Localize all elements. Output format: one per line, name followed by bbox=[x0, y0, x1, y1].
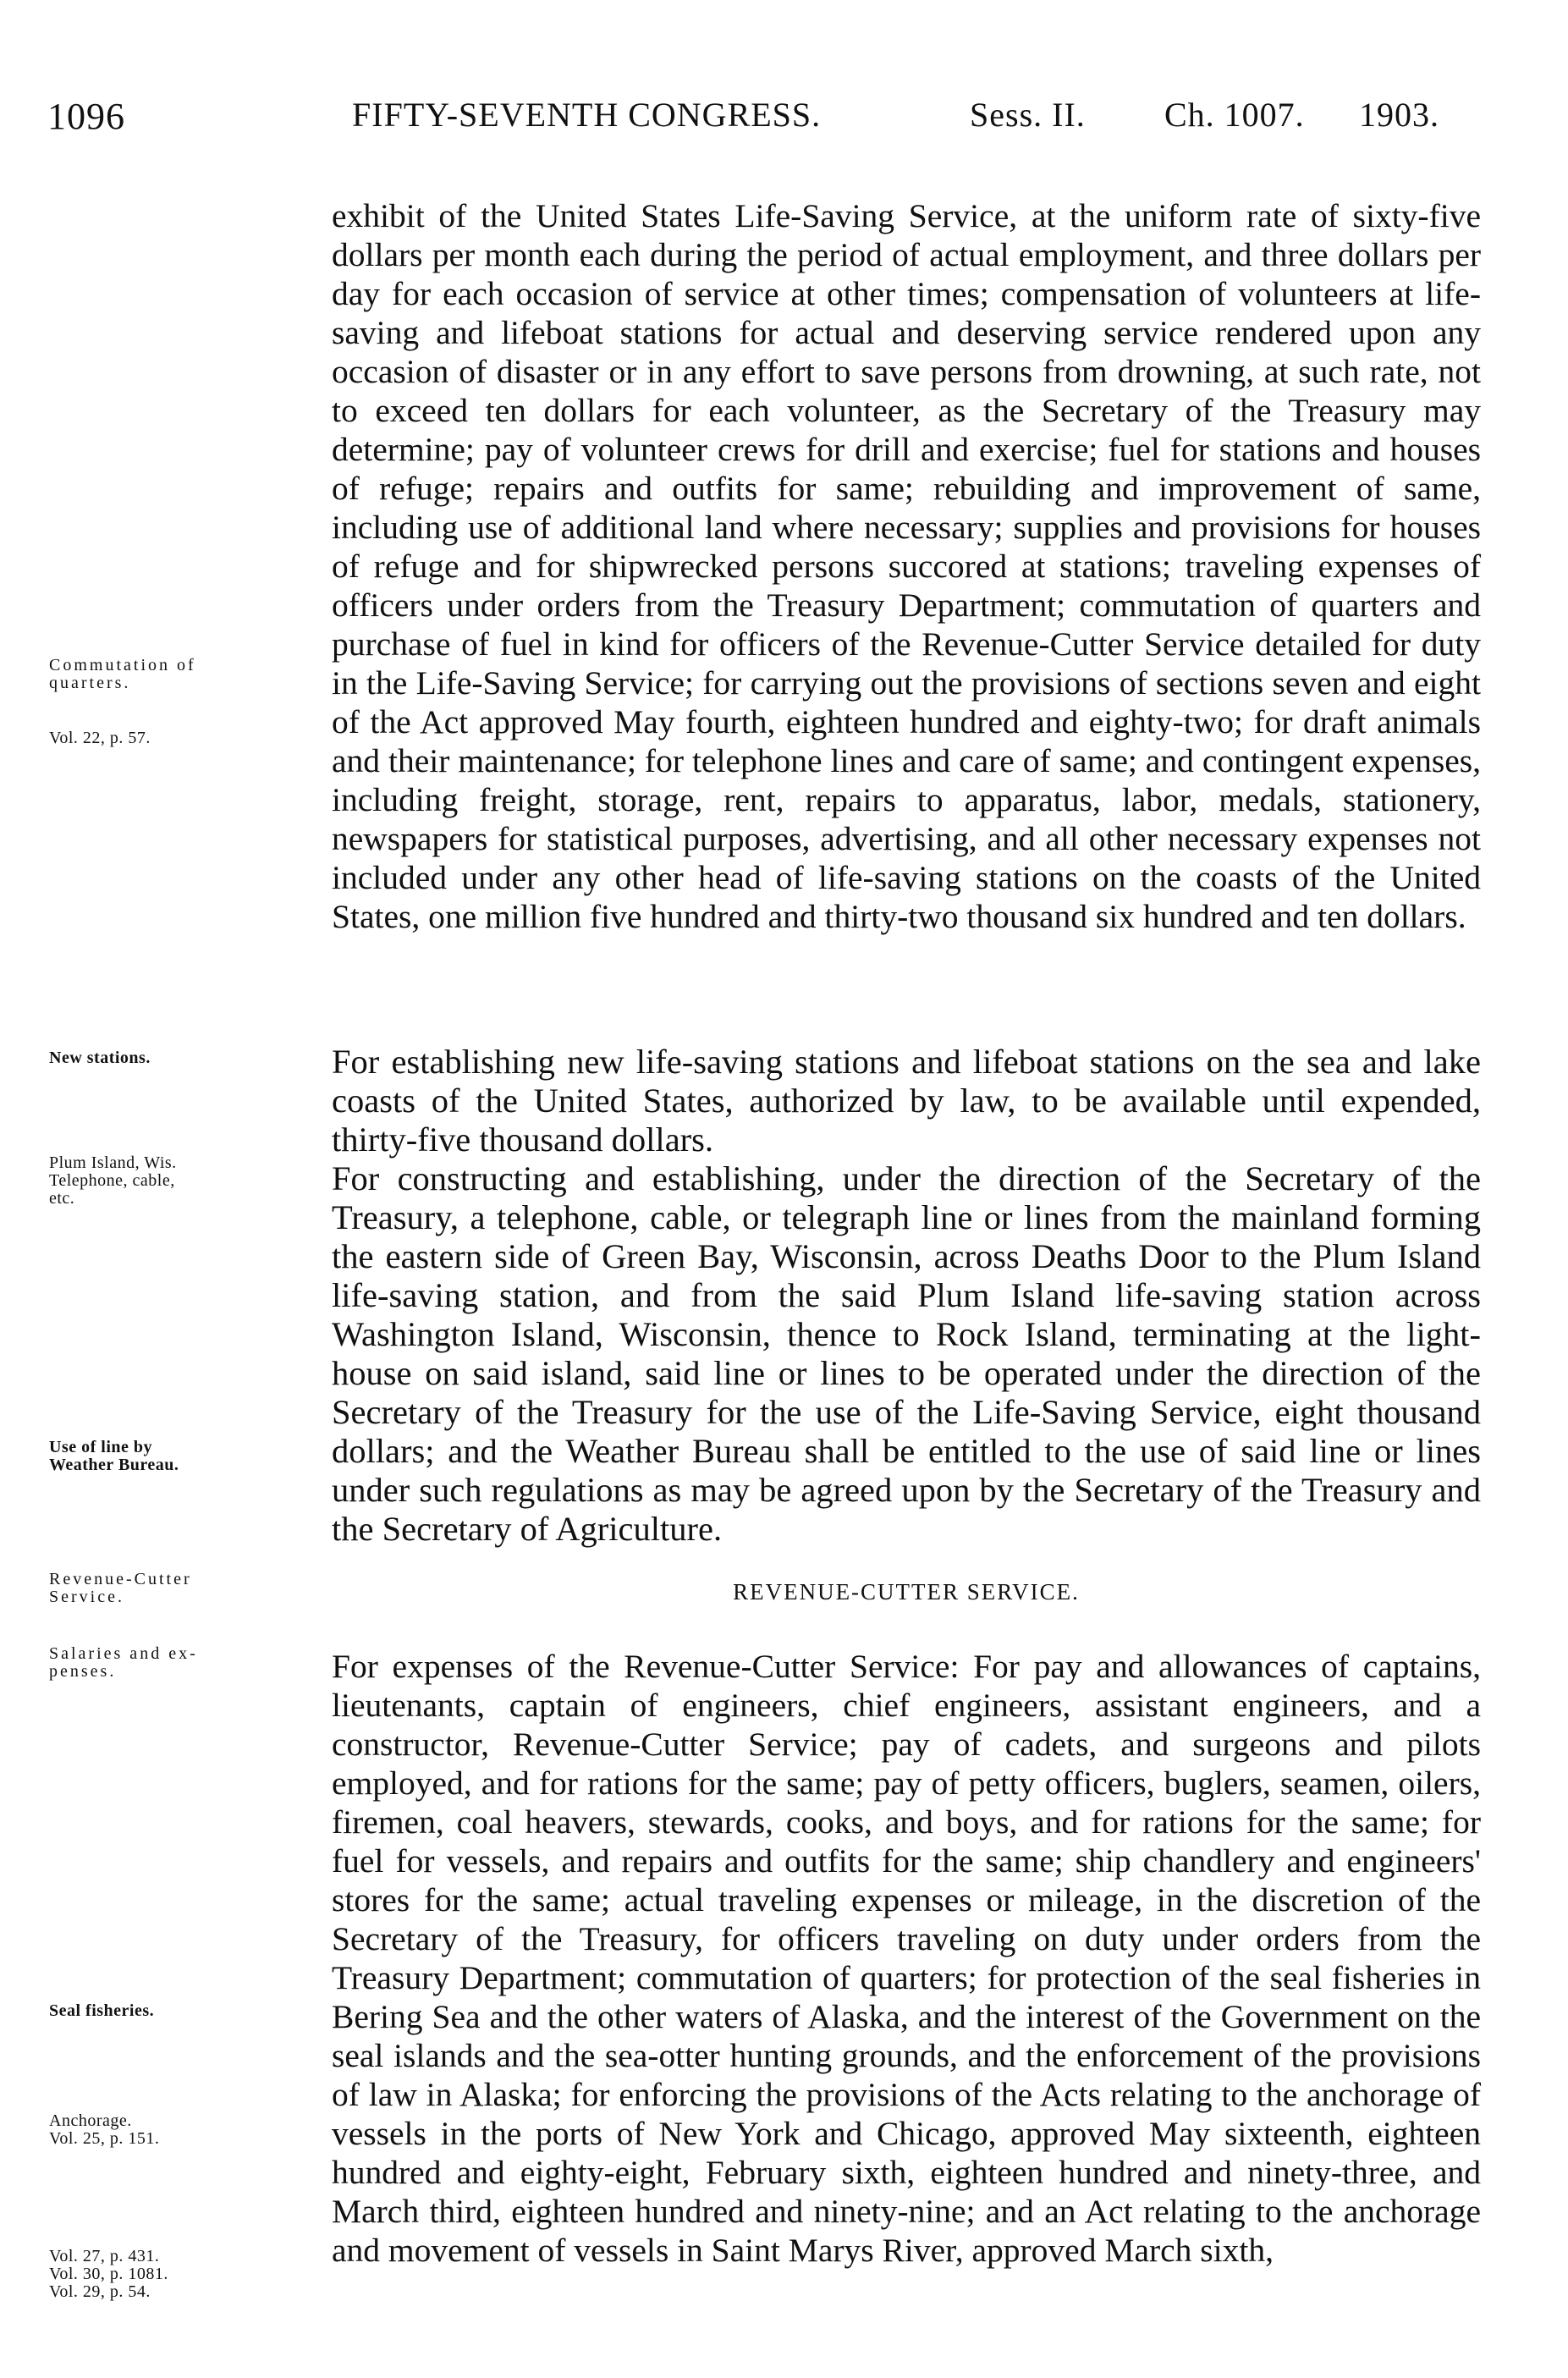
margin-note-salaries bbox=[49, 1645, 328, 1681]
margin-note-seal-fisheries: Seal fisheries. bbox=[49, 2001, 155, 2020]
session-label: Sess. II. bbox=[970, 96, 1086, 134]
margin-note-line: Commutation of bbox=[49, 656, 196, 674]
margin-note-line: etc. bbox=[49, 1189, 75, 1208]
margin-note-line: Vol. 25, p. 151. bbox=[49, 2129, 160, 2148]
page-number: 1096 bbox=[47, 96, 125, 137]
margin-note-line: Vol. 30, p. 1081. bbox=[49, 2265, 168, 2283]
congress-title: FIFTY-SEVENTH CONGRESS. bbox=[352, 96, 822, 134]
margin-note-line: penses. bbox=[49, 1662, 117, 1681]
margin-note-line: Service. bbox=[49, 1588, 124, 1606]
section-heading-revenue-cutter: REVENUE-CUTTER SERVICE. bbox=[733, 1579, 1080, 1605]
margin-note-line: Use of line by bbox=[49, 1438, 152, 1456]
margin-note-line: quarters. bbox=[49, 674, 131, 692]
year-label: 1903. bbox=[1359, 96, 1439, 134]
paragraph-life-saving-continued: exhibit of the United States Life-Saving Service, at the uniform rate of sixty-five dollars per month each during the period of actual employment, and three dollars per day for each occasion of service at other times; compensation of volunteers at life-saving and lifeboat stations for actual and deserving service rendered upon any occasion of disaster or in any effort to save persons from drowning, at such rate, not to exceed ten dollars for each volunteer, as the Secretary of the Treasury may determine; pay of volunteer crews for drill and exercise; fuel for stations and houses of refuge; repairs and outfits for same; rebuilding and improvement of same, including use of additional land where necessary; supplies and provisions for houses of refuge and for shipwrecked persons succored at stations; traveling expenses of officers under orders from the Treasury Department; commutation of quarters and purchase of fuel in kind for officers of the Revenue-Cutter Service detailed for duty in the Life-Saving Service; for carrying out the provisions of sections seven and eight of the Act approved May fourth, eighteen hundred and eighty-two; for draft animals and their maintenance; for telephone lines and care of same; and contingent expenses, including freight, storage, rent, repairs to apparatus, labor, medals, stationery, newspapers for statistical purposes, advertising, and all other necessary expenses not included under any other head of life-saving stations on the coasts of the United States, one million five hundred and thirty-two thousand six hundred and ten dollars. bbox=[332, 197, 1481, 935]
margin-note-new-stations: New stations. bbox=[49, 1049, 151, 1067]
margin-note-line: Weather Bureau. bbox=[49, 1456, 179, 1474]
margin-note-line: Revenue-Cutter bbox=[49, 1570, 192, 1588]
margin-note-line: Vol. 27, p. 431. bbox=[49, 2247, 160, 2265]
margin-note-line: Anchorage. bbox=[49, 2111, 132, 2130]
margin-note-weather-bureau bbox=[49, 1439, 328, 1474]
margin-note-commutation bbox=[49, 657, 328, 692]
margin-note-line: Vol. 29, p. 54. bbox=[49, 2282, 151, 2301]
running-head bbox=[0, 95, 1568, 146]
paragraph-revenue-cutter-expenses: For expenses of the Revenue-Cutter Service: For pay and allowances of captains, lieutenants, captain of engineers, chief engineers, assistant engineers, and a constructor, Revenue-Cutter Service; pay of cadets, and surgeons and pilots employed, and for rations for the same; pay of petty officers, buglers, seamen, oilers, firemen, coal heavers, stewards, cooks, and boys, and for rations for the same; for fuel for vessels, and repairs and outfits for the same; ship chandlery and engineers' stores for the same; actual traveling expenses or mileage, in the discretion of the Secretary of the Treasury, for officers traveling on duty under orders from the Treasury Department; commutation of quarters; for protection of the seal fisheries in Bering Sea and the other waters of Alaska, and the interest of the Government on the seal islands and the sea-otter hunting grounds, and the enforcement of the provisions of law in Alaska; for enforcing the provisions of the Acts relating to the anchorage of vessels in the ports of New York and Chicago, approved May sixteenth, eighteen hundred and eighty-eight, February sixth, eighteen hundred and ninety-three, and March third, eighteen hundred and ninety-nine; and an Act relating to the anchorage and movement of vessels in Saint Marys River, approved March sixth, bbox=[332, 1648, 1481, 2269]
chapter-label: Ch. 1007. bbox=[1164, 96, 1305, 134]
paragraph-plum-island: For constructing and establishing, under the direction of the Secretary of the Treasury, a telephone, cable, or telegraph line or lines from the mainland forming the eastern side of Green Bay, Wisconsin, across Deaths Door to the Plum Island life-saving station, and from the said Plum Island life-saving station across Washington Island, Wisconsin, thence to Rock Island, terminating at the light-house on said island, said line or lines to be operated under the direction of the Secretary of the Treasury for the use of the Life-Saving Service, eight thousand dollars; and the Weather Bureau shall be entitled to the use of said line or lines under such regulations as may be agreed upon by the Secretary of the Treasury and the Secretary of Agriculture. bbox=[332, 1159, 1481, 1548]
paragraph-new-stations: For establishing new life-saving stations and lifeboat stations on the sea and lake coasts of the United States, authorized by law, to be available until expended, thirty-five thousand dollars. bbox=[332, 1043, 1481, 1159]
margin-note-revenue-cutter bbox=[49, 1571, 328, 1606]
margin-note-anchorage bbox=[49, 2112, 328, 2148]
margin-note-line: Plum Island, Wis. bbox=[49, 1153, 177, 1172]
margin-note-vol22: Vol. 22, p. 57. bbox=[49, 729, 151, 747]
margin-note-line: Salaries and ex- bbox=[49, 1644, 198, 1663]
margin-note-vol-citations bbox=[49, 2248, 328, 2301]
margin-note-line: Telephone, cable, bbox=[49, 1171, 175, 1190]
margin-note-plum-island bbox=[49, 1154, 328, 1208]
